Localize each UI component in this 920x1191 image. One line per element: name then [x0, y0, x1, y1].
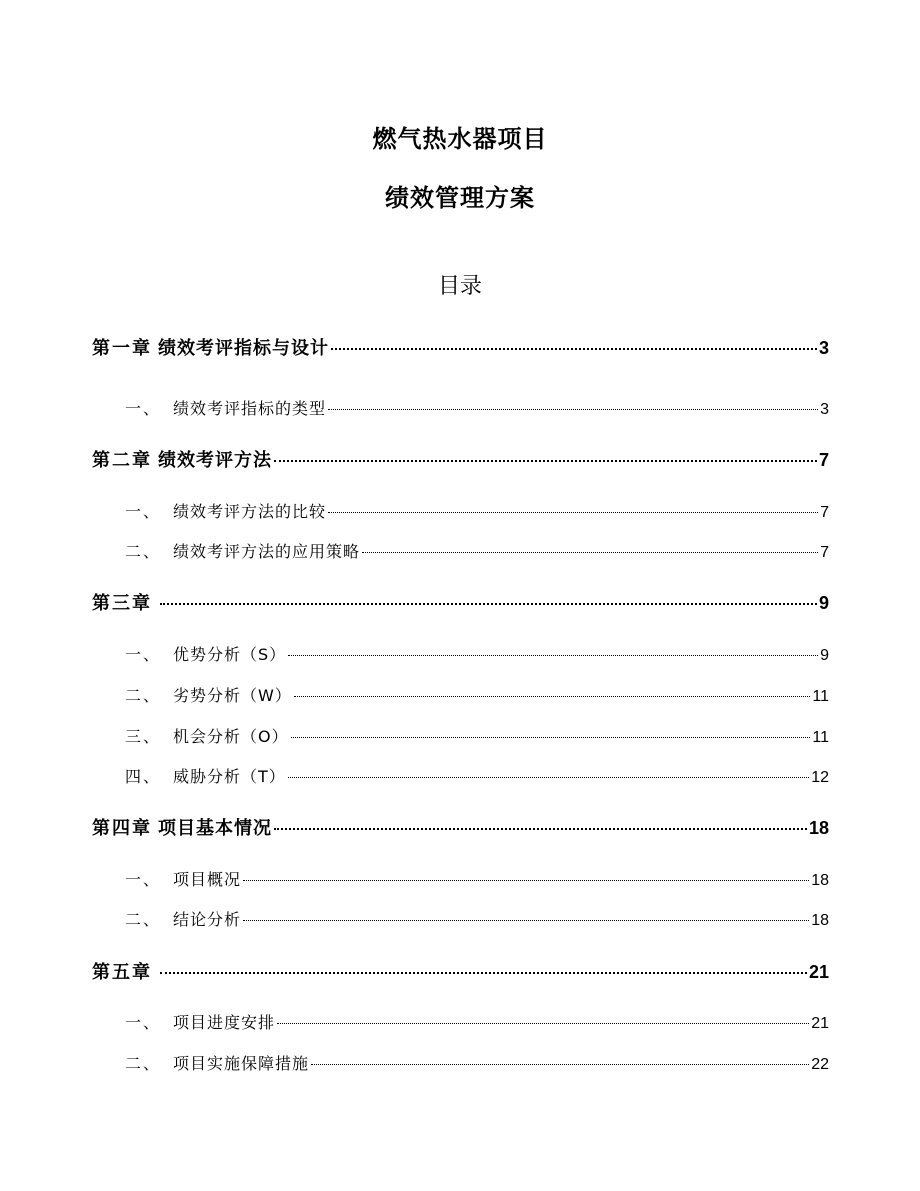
toc-chapter-2[interactable] — [92, 448, 829, 473]
toc-entry-number: 四、 — [125, 767, 162, 786]
toc-entry-label: 绩效考评方法的应用策略 — [173, 542, 361, 561]
toc-entry-page: 21 — [808, 962, 829, 982]
toc-entry-label: 威胁分析（T） — [173, 767, 286, 786]
toc-dot-leader — [288, 777, 809, 778]
toc-heading: 目录 — [437, 274, 482, 299]
toc-entry-number: 二、 — [125, 542, 162, 561]
toc-entry-number: 第五章 — [92, 962, 152, 983]
toc-entry-page: 9 — [820, 647, 829, 664]
toc-entry-page: 21 — [811, 1015, 829, 1032]
toc-dot-leader — [274, 460, 817, 462]
toc-entry-number: 一、 — [125, 645, 162, 664]
toc-dot-leader — [328, 409, 818, 410]
toc-entry-page: 11 — [812, 688, 829, 705]
toc-entry-label: 绩效考评指标的类型 — [173, 399, 327, 418]
toc-dot-leader — [274, 828, 807, 830]
toc-section-4-1[interactable] — [92, 868, 829, 893]
toc-entry-number: 第四章 — [92, 818, 152, 839]
toc-dot-leader — [160, 603, 817, 605]
toc-chapter-5[interactable] — [92, 960, 829, 985]
toc-entry-page: 7 — [820, 544, 829, 561]
toc-entry-number: 二、 — [125, 1054, 162, 1073]
toc-entry-page: 9 — [818, 593, 829, 613]
toc-entry-number: 一、 — [125, 399, 162, 418]
toc-dot-leader — [294, 696, 811, 697]
toc-entry-page: 11 — [812, 729, 829, 746]
toc-entry-page: 12 — [811, 769, 829, 786]
toc-entry-label: 劣势分析（W） — [173, 686, 292, 705]
toc-section-3-2[interactable] — [92, 684, 829, 709]
toc-entry-label: 绩效考评方法的比较 — [173, 502, 327, 521]
toc-entry-number: 一、 — [125, 502, 162, 521]
toc-dot-leader — [328, 512, 818, 513]
toc-dot-leader — [288, 655, 818, 656]
toc-entry-label: 结论分析 — [173, 910, 242, 929]
toc-entry-label: 机会分析（O） — [173, 727, 289, 746]
toc-section-4-2[interactable] — [92, 908, 829, 933]
toc-dot-leader — [160, 972, 807, 974]
toc-chapter-4[interactable] — [92, 816, 829, 841]
toc-entry-page: 7 — [818, 450, 829, 470]
toc-entry-label: 优势分析（S） — [173, 645, 287, 664]
toc-chapter-1[interactable] — [92, 336, 829, 361]
toc-dot-leader — [291, 737, 811, 738]
toc-entry-page: 18 — [811, 912, 829, 929]
toc-entry-number: 第二章 — [92, 450, 152, 471]
toc-section-1-1[interactable] — [92, 397, 829, 422]
toc-dot-leader — [277, 1023, 809, 1024]
toc-entry-number: 二、 — [125, 910, 162, 929]
toc-entry-number: 一、 — [125, 1013, 162, 1032]
toc-entry-label: 项目概况 — [173, 870, 242, 889]
document-title-line-1: 燃气热水器项目 — [372, 125, 548, 153]
toc-section-2-1[interactable] — [92, 500, 829, 525]
toc-dot-leader — [311, 1064, 809, 1065]
toc-section-3-1[interactable] — [92, 643, 829, 668]
toc-entry-label: 项目进度安排 — [173, 1013, 276, 1032]
toc-entry-page: 18 — [811, 872, 829, 889]
toc-entry-number: 第一章 — [92, 338, 152, 359]
toc-section-5-1[interactable] — [92, 1011, 829, 1036]
toc-entry-number: 三、 — [125, 727, 162, 746]
toc-dot-leader — [243, 920, 809, 921]
toc-dot-leader — [362, 552, 818, 553]
toc-section-5-2[interactable] — [92, 1052, 829, 1077]
document-title-line-2: 绩效管理方案 — [385, 184, 535, 212]
toc-dot-leader — [331, 348, 817, 350]
toc-chapter-3[interactable] — [92, 591, 829, 616]
toc-entry-page: 3 — [818, 338, 829, 358]
toc-entry-label: 绩效考评方法 — [158, 450, 272, 471]
toc-entry-page: 22 — [811, 1056, 829, 1073]
toc-entry-number: 二、 — [125, 686, 162, 705]
toc-entry-number: 一、 — [125, 870, 162, 889]
toc-entry-page: 3 — [820, 401, 829, 418]
toc-section-3-3[interactable] — [92, 725, 829, 750]
toc-section-2-2[interactable] — [92, 540, 829, 565]
toc-section-3-4[interactable] — [92, 765, 829, 790]
toc-entry-label: 项目基本情况 — [158, 818, 272, 839]
toc-entry-page: 7 — [820, 504, 829, 521]
toc-entry-label: 绩效考评指标与设计 — [158, 338, 329, 359]
toc-entry-label: 项目实施保障措施 — [173, 1054, 310, 1073]
toc-entry-page: 18 — [808, 818, 829, 838]
toc-entry-number: 第三章 — [92, 593, 152, 614]
toc-dot-leader — [243, 880, 809, 881]
